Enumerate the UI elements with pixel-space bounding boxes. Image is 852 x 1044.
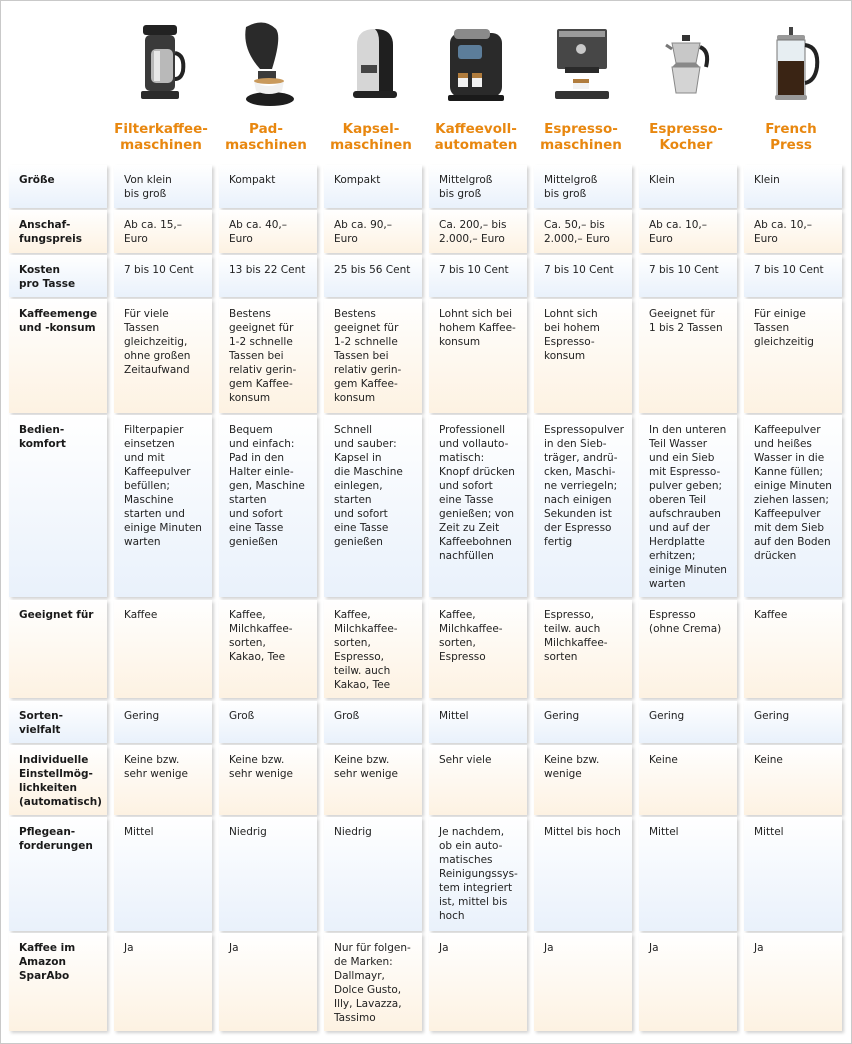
table-cell: Gering [744,701,842,743]
table-cell: Ab ca. 10,– Euro [744,210,842,253]
table-cell: Schnell und sauber: Kapsel in die Maschine einlegen, starten und sofort eine Tasse genießen [324,415,422,597]
table-cell: Mittel [744,817,842,931]
table-cell: Ca. 200,– bis 2.000,– Euro [429,210,527,253]
row-label-maintenance: Pflegean- forderungen [9,817,107,931]
table-cell: Espresso (ohne Crema) [639,600,737,698]
table-cell: Bequem und einfach: Pad in den Halter einle- gen, Maschine starten und sofort eine Tasse genießen [219,415,317,597]
table-cell: Klein [744,165,842,208]
table-cell: Ab ca. 10,– Euro [639,210,737,253]
column-label: Espresso- Kocher [649,121,723,153]
table-cell: Ja [744,933,842,1031]
table-cell: Lohnt sich bei hohem Espresso- konsum [534,299,632,413]
table-cell: Niedrig [219,817,317,931]
row-label-price: Anschaf- fungspreis [9,210,107,253]
table-cell: 25 bis 56 Cent [324,255,422,297]
row-label-ease-of-use: Bedien- komfort [9,415,107,597]
french-press-icon [751,15,831,110]
table-cell: Keine bzw. sehr wenige [219,745,317,815]
table-cell: Kaffee, Milchkaffee- sorten, Kakao, Tee [219,600,317,698]
table-cell: Kaffeepulver und heißes Wasser in die Kanne füllen; einige Minuten ziehen lassen; Kaffeepulver mit dem Sieb auf den Boden drücken [744,415,842,597]
table-cell: Kompakt [324,165,422,208]
bean-to-cup-machine-icon [436,15,516,110]
table-cell: Geeignet für 1 bis 2 Tassen [639,299,737,413]
table-cell: Gering [534,701,632,743]
column-label: French Press [765,121,817,153]
table-cell: 7 bis 10 Cent [114,255,212,297]
table-cell: Ja [534,933,632,1031]
row-label-suitable-for: Geeignet für [9,600,107,698]
table-cell: Sehr viele [429,745,527,815]
table-cell: Ab ca. 40,– Euro [219,210,317,253]
table-cell: Kaffee, Milchkaffee- sorten, Espresso, teilw. auch Kakao, Tee [324,600,422,698]
table-cell: Lohnt sich bei hohem Kaffee- konsum [429,299,527,413]
table-cell: Kompakt [219,165,317,208]
table-cell: Ab ca. 15,– Euro [114,210,212,253]
capsule-machine-icon [331,15,411,110]
table-cell: Filterpapier einsetzen und mit Kaffeepulver befüllen; Maschine starten und einige Minuten warten [114,415,212,597]
filter-coffee-machine-icon [121,15,201,110]
table-cell: Keine bzw. wenige [534,745,632,815]
table-cell: Mittelgroß bis groß [534,165,632,208]
table-cell: Ca. 50,– bis 2.000,– Euro [534,210,632,253]
table-cell: Klein [639,165,737,208]
column-label: Filterkaffee- maschinen [114,121,208,153]
table-cell: Groß [324,701,422,743]
table-cell: 7 bis 10 Cent [429,255,527,297]
table-cell: 7 bis 10 Cent [534,255,632,297]
table-cell: Keine bzw. sehr wenige [324,745,422,815]
row-label-cost-per-cup: Kosten pro Tasse [9,255,107,297]
table-cell: Groß [219,701,317,743]
table-cell: Ja [429,933,527,1031]
table-cell: Keine [744,745,842,815]
row-label-size: Größe [9,165,107,208]
table-cell: Kaffee, Milchkaffee- sorten, Espresso [429,600,527,698]
table-cell: Gering [639,701,737,743]
table-cell: Mittel [639,817,737,931]
espresso-machine-icon [541,15,621,110]
row-label-variety: Sorten- vielfalt [9,701,107,743]
table-cell: Je nachdem, ob ein auto- matisches Reinigungssys- tem integriert ist, mittel bis hoch [429,817,527,931]
table-cell: Bestens geeignet für 1-2 schnelle Tassen bei relativ gerin- gem Kaffee- konsum [219,299,317,413]
table-cell: 7 bis 10 Cent [639,255,737,297]
table-cell: Mittel [114,817,212,931]
table-cell: Niedrig [324,817,422,931]
table-cell: Espressopulver in den Sieb- träger, andrü- cken, Maschi- ne verriegeln; nach einigen Sekunden ist der Espresso fertig [534,415,632,597]
table-cell: 7 bis 10 Cent [744,255,842,297]
table-cell: Mittel [429,701,527,743]
row-label-subscription: Kaffee im Amazon SparAbo [9,933,107,1031]
pad-machine-icon [226,15,306,110]
table-cell: In den unteren Teil Wasser und ein Sieb mit Espresso- pulver geben; oberen Teil aufschrauben und auf der Herdplatte erhitzen; einige Minuten warten [639,415,737,597]
table-cell: Keine bzw. sehr wenige [114,745,212,815]
table-cell: Kaffee [114,600,212,698]
table-cell: Professionell und vollauto- matisch: Knopf drücken und sofort eine Tasse genießen; von Zeit zu Zeit Kaffeebohnen nachfüllen [429,415,527,597]
table-cell: Von klein bis groß [114,165,212,208]
table-cell: Kaffee [744,600,842,698]
table-cell: Nur für folgen- de Marken: Dallmayr, Dolce Gusto, Illy, Lavazza, Tassimo [324,933,422,1031]
table-cell: Ja [114,933,212,1031]
table-cell: Keine [639,745,737,815]
table-cell: Bestens geeignet für 1-2 schnelle Tassen bei relativ gerin- gem Kaffee- konsum [324,299,422,413]
table-cell: Espresso, teilw. auch Milchkaffee- sorten [534,600,632,698]
table-cell: Für viele Tassen gleichzeitig, ohne großen Zeitaufwand [114,299,212,413]
table-cell: Ja [639,933,737,1031]
table-cell: Für einige Tassen gleichzeitig [744,299,842,413]
column-label: Espresso- maschinen [540,121,622,153]
row-label-coffee-amount: Kaffeemenge und -konsum [9,299,107,413]
moka-pot-icon [646,15,726,110]
column-label: Pad- maschinen [225,121,307,153]
row-label-settings: Individuelle Einstellmög- lichkeiten (automatisch) [9,745,107,815]
table-cell: Mittelgroß bis groß [429,165,527,208]
column-label: Kapsel- maschinen [330,121,412,153]
column-label: Kaffeevoll- automaten [434,121,518,153]
table-cell: 13 bis 22 Cent [219,255,317,297]
table-cell: Mittel bis hoch [534,817,632,931]
table-cell: Gering [114,701,212,743]
table-cell: Ja [219,933,317,1031]
table-cell: Ab ca. 90,– Euro [324,210,422,253]
